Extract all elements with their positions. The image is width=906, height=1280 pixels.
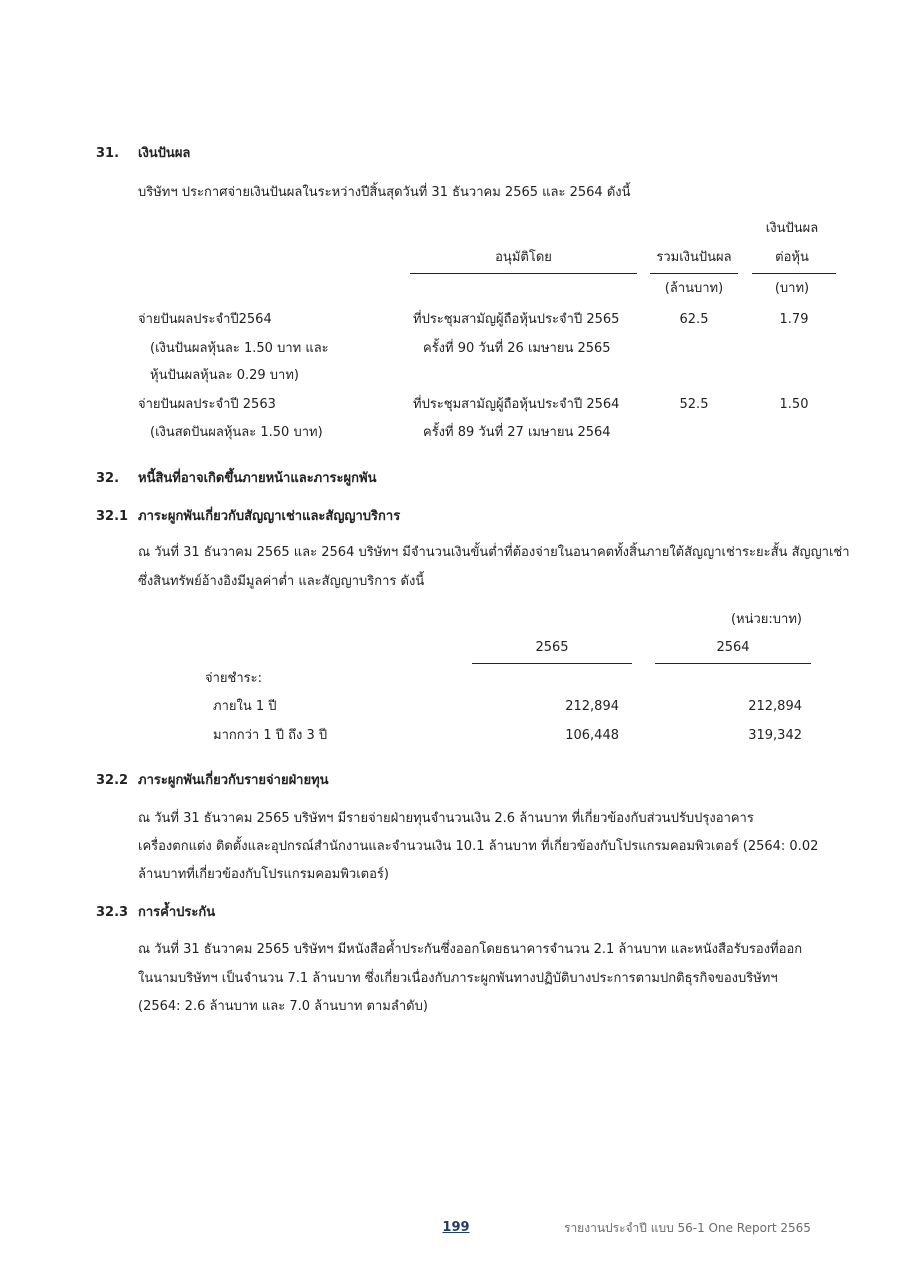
section-31-number: 31. [96, 146, 120, 161]
section-32-2-number: 32.2 [96, 773, 129, 788]
year-2565-header: 2565 [535, 640, 569, 655]
payable-label: จ่ายชำระ: [205, 671, 263, 686]
section-32-3-title: การค้ำประกัน [138, 905, 216, 920]
section-32-1-number: 32.1 [96, 509, 129, 524]
dividend-row-1-desc: (เงินปันผลหุ้นละ 1.50 บาท และ [150, 341, 329, 356]
section-32-title: หนี้สินที่อาจเกิดขึ้นภายหน้าและภาระผูกพัน [138, 471, 377, 486]
dividend-row-1-approved: ครั้งที่ 90 วันที่ 26 เมษายน 2565 [423, 341, 611, 356]
dividend-row-1-desc: หุ้นปันผลหุ้นละ 0.29 บาท) [150, 368, 299, 383]
header-per-share-2: ต่อหุ้น [775, 250, 809, 265]
section-32-3-para: ในนามบริษัทฯ เป็นจำนวน 7.1 ล้านบาท ซึ่งเกี่ยวเนื่องกับภาระผูกพันทางปฏิบัติบางประการตามปกติธุรกิจของบริษัทฯ [138, 971, 778, 986]
section-32-1-para: ณ วันที่ 31 ธันวาคม 2565 และ 2564 บริษัทฯ มีจำนวนเงินขั้นต่ำที่ต้องจ่ายในอนาคตทั้งสิ้นภายใต้สัญญาเช่าระยะสั้น สัญญาเช่า [138, 545, 850, 560]
header-rule-per-share [752, 273, 836, 274]
header-total-unit: (ล้านบาท) [664, 281, 724, 296]
dividend-row-2-desc: จ่ายปันผลประจำปี 2563 [138, 397, 276, 412]
unit-label: (หน่วย:บาท) [730, 612, 802, 627]
dividend-row-1-approved: ที่ประชุมสามัญผู้ถือหุ้นประจำปี 2565 [413, 312, 620, 327]
dividend-row-2-desc: (เงินสดปันผลหุ้นละ 1.50 บาท) [150, 425, 323, 440]
section-32-3-para: ณ วันที่ 31 ธันวาคม 2565 บริษัทฯ มีหนังสือค้ำประกันซึ่งออกโดยธนาคารจำนวน 2.1 ล้านบาท และหนังสือรับรองที่ออก [138, 942, 803, 957]
section-32-1-para: ซึ่งสินทรัพย์อ้างอิงมีมูลค่าต่ำ และสัญญาบริการ ดังนี้ [138, 574, 425, 589]
dividend-row-2-approved: ที่ประชุมสามัญผู้ถือหุ้นประจำปี 2564 [413, 397, 620, 412]
header-rule-approved [410, 273, 637, 274]
header-per-share-unit: (บาท) [774, 281, 810, 296]
dividend-row-1-total: 62.5 [679, 312, 709, 327]
commitment-row-2565: 212,894 [565, 699, 619, 714]
header-approved-by: อนุมัติโดย [495, 250, 552, 265]
dividend-row-2-approved: ครั้งที่ 89 วันที่ 27 เมษายน 2564 [423, 425, 611, 440]
section-32-2-para: ล้านบาทที่เกี่ยวข้องกับโปรแกรมคอมพิวเตอร์) [138, 867, 389, 882]
year-2565-rule [472, 663, 632, 664]
dividend-row-1-per-share: 1.79 [779, 312, 809, 327]
dividend-row-2-per-share: 1.50 [779, 397, 809, 412]
section-32-1-title: ภาระผูกพันเกี่ยวกับสัญญาเช่าและสัญญาบริการ [138, 509, 401, 524]
section-32-2-para: ณ วันที่ 31 ธันวาคม 2565 บริษัทฯ มีรายจ่ายฝ่ายทุนจำนวนเงิน 2.6 ล้านบาท ที่เกี่ยวข้องกับส่วนปรับปรุงอาคาร [138, 811, 754, 826]
commitment-row-label: ภายใน 1 ปี [213, 699, 277, 714]
header-total-dividend: รวมเงินปันผล [656, 250, 732, 265]
year-2564-rule [655, 663, 811, 664]
section-31-title: เงินปันผล [138, 146, 191, 161]
dividend-row-1-desc: จ่ายปันผลประจำปี2564 [138, 312, 272, 327]
page-number: 199 [442, 1220, 470, 1235]
section-32-number: 32. [96, 471, 120, 486]
report-title: รายงานประจำปี แบบ 56-1 One Report 2565 [564, 1221, 811, 1235]
header-rule-total [650, 273, 738, 274]
year-2564-header: 2564 [716, 640, 750, 655]
dividend-row-2-total: 52.5 [679, 397, 709, 412]
commitment-row-label: มากกว่า 1 ปี ถึง 3 ปี [213, 728, 328, 743]
section-31-intro: บริษัทฯ ประกาศจ่ายเงินปันผลในระหว่างปีสิ้นสุดวันที่ 31 ธันวาคม 2565 และ 2564 ดังนี้ [138, 185, 631, 200]
section-32-2-title: ภาระผูกพันเกี่ยวกับรายจ่ายฝ่ายทุน [138, 773, 329, 788]
header-per-share-1: เงินปันผล [765, 221, 819, 236]
section-32-2-para: เครื่องตกแต่ง ติดตั้งและอุปกรณ์สำนักงานและจำนวนเงิน 10.1 ล้านบาท ที่เกี่ยวข้องกับโปรแกรมคอมพิวเตอร์ (2564: 0.02 [138, 839, 819, 854]
section-32-3-number: 32.3 [96, 905, 129, 920]
commitment-row-2564: 212,894 [748, 699, 802, 714]
commitment-row-2564: 319,342 [748, 728, 802, 743]
commitment-row-2565: 106,448 [565, 728, 619, 743]
section-32-3-para: (2564: 2.6 ล้านบาท และ 7.0 ล้านบาท ตามลำดับ) [138, 999, 428, 1014]
